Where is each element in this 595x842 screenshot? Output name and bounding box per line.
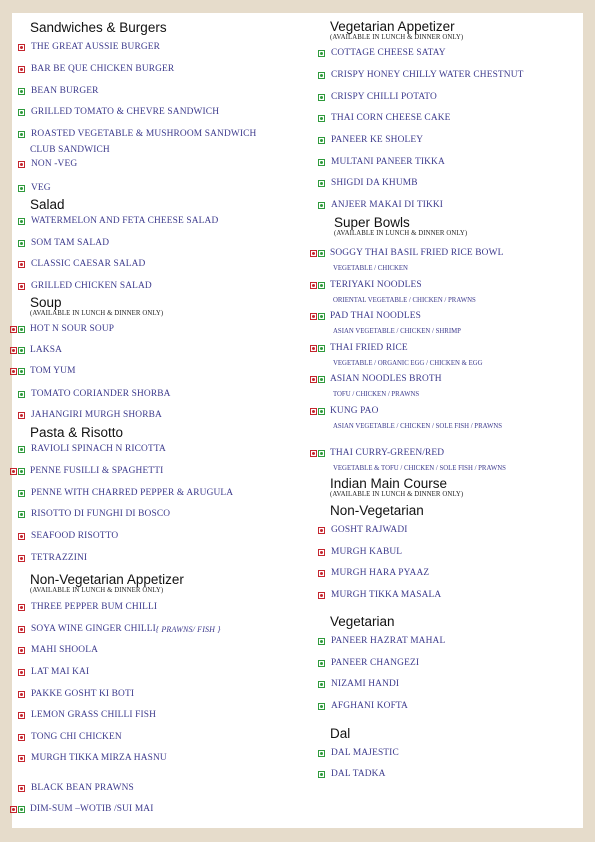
- non-veg-marker: [18, 755, 26, 762]
- menu-item-name: MULTANI PANEER TIKKA: [331, 157, 445, 167]
- menu-item: [18, 216, 218, 227]
- veg-icon: [318, 180, 325, 187]
- veg-marker: [18, 218, 26, 225]
- veg-marker: [318, 750, 326, 757]
- veg-nonveg-markers: [310, 450, 326, 457]
- menu-item-note: { PRAWNS/ FISH }: [155, 625, 221, 634]
- non-veg-icon: [18, 734, 25, 741]
- menu-item: [10, 804, 154, 815]
- menu-item: [318, 135, 423, 146]
- menu-item-name: PANEER HAZRAT MAHAL: [331, 636, 446, 646]
- menu-item-name: AFGHANI KOFTA: [331, 701, 408, 711]
- veg-icon: [318, 282, 325, 289]
- menu-item-name: THE GREAT AUSSIE BURGER: [31, 42, 161, 52]
- soup-availability: (AVAILABLE IN LUNCH & DINNER ONLY): [30, 310, 164, 317]
- veg-icon: [18, 131, 25, 138]
- menu-item-name: TOMATO CORIANDER SHORBA: [31, 389, 171, 399]
- salad-heading: Salad: [30, 197, 65, 212]
- menu-item: [318, 178, 418, 189]
- veg-marker: [318, 660, 326, 667]
- menu-item: [310, 280, 422, 291]
- menu-item: [18, 183, 51, 194]
- veg-marker: [318, 681, 326, 688]
- menu-item-name: GOSHT RAJWADI: [331, 525, 408, 535]
- menu-item: [10, 324, 114, 335]
- menu-item-name: PENNE WITH CHARRED PEPPER & ARUGULA: [31, 488, 234, 498]
- menu-item: [18, 129, 256, 140]
- menu-item-name: ROASTED VEGETABLE & MUSHROOM SANDWICH: [31, 129, 257, 139]
- menu-item: [18, 159, 77, 170]
- menu-item: [318, 658, 419, 669]
- non-veg-marker: [18, 785, 26, 792]
- non-veg-icon: [18, 669, 25, 676]
- non-veg-icon: [310, 313, 317, 320]
- menu-item: [318, 636, 445, 647]
- non-veg-marker: [18, 44, 26, 51]
- menu-item: [18, 645, 98, 656]
- menu-item-name: MURGH KABUL: [331, 547, 403, 557]
- menu-item-name: GRILLED TOMATO & CHEVRE SANDWICH: [31, 107, 220, 117]
- menu-item-name: JAHANGIRI MURGH SHORBA: [31, 410, 162, 420]
- menu-item-options: VEGETABLE / ORGANIC EGG / CHICKEN & EGG: [333, 360, 483, 367]
- non-veg-icon: [10, 326, 17, 333]
- non-veg-marker: [318, 549, 326, 556]
- veg-marker: [18, 185, 26, 192]
- menu-item-name: RAVIOLI SPINACH N RICOTTA: [31, 444, 166, 454]
- menu-item-name: PAKKE GOSHT KI BOTI: [31, 689, 135, 699]
- indian-availability: (AVAILABLE IN LUNCH & DINNER ONLY): [330, 491, 464, 498]
- menu-item: [18, 86, 99, 97]
- menu-item-options: ORIENTAL VEGETABLE / CHICKEN / PRAWNS: [333, 297, 476, 304]
- menu-item: [18, 753, 167, 764]
- menu-item: [318, 113, 451, 124]
- menu-item: [318, 679, 399, 690]
- menu-item-name: COTTAGE CHEESE SATAY: [331, 48, 446, 58]
- menu-item-name: CRISPY CHILLI POTATO: [331, 92, 437, 102]
- veg-marker: [318, 202, 326, 209]
- menu-item: [18, 710, 156, 721]
- menu-item-name: THREE PEPPER BUM CHILLI: [31, 602, 158, 612]
- veg-marker: [318, 94, 326, 101]
- non-veg-icon: [318, 570, 325, 577]
- menu-item: [18, 64, 174, 75]
- soup-heading: Soup: [30, 295, 62, 310]
- menu-item: [318, 92, 437, 103]
- veg-icon: [18, 490, 25, 497]
- veg-marker: [318, 703, 326, 710]
- veg-icon: [318, 137, 325, 144]
- veg-icon: [318, 159, 325, 166]
- menu-item-options: VEGETABLE / CHICKEN: [333, 265, 408, 272]
- veg-marker: [318, 638, 326, 645]
- menu-item-name: BLACK BEAN PRAWNS: [31, 783, 134, 793]
- menu-item: [318, 157, 445, 168]
- non-veg-marker: [18, 66, 26, 73]
- veg-nonveg-markers: [310, 282, 326, 289]
- menu-item: [318, 70, 524, 81]
- menu-item: [18, 488, 233, 499]
- non-veg-marker: [18, 604, 26, 611]
- non-veg-icon: [18, 44, 25, 51]
- non-veg-icon: [18, 647, 25, 654]
- veg-icon: [318, 638, 325, 645]
- menu-item: [18, 624, 221, 635]
- non-veg-marker: [318, 570, 326, 577]
- non-veg-marker: [318, 592, 326, 599]
- veg-icon: [318, 660, 325, 667]
- veg-marker: [18, 446, 26, 453]
- non-veg-icon: [18, 691, 25, 698]
- non-veg-marker: [318, 527, 326, 534]
- veg-icon: [18, 391, 25, 398]
- menu-item-name: HOT N SOUR SOUP: [30, 324, 115, 334]
- menu-item: [18, 732, 122, 743]
- veg-icon: [18, 88, 25, 95]
- veg-marker: [18, 131, 26, 138]
- menu-item-options: ASIAN VEGETABLE / CHICKEN / SHRIMP: [333, 328, 461, 335]
- menu-item: [318, 547, 402, 558]
- non-veg-marker: [18, 555, 26, 562]
- nonveg_app-availability: (AVAILABLE IN LUNCH & DINNER ONLY): [30, 587, 164, 594]
- bowls-availability: (AVAILABLE IN LUNCH & DINNER ONLY): [334, 230, 468, 237]
- non-veg-icon: [310, 250, 317, 257]
- menu-item-name: LAT MAI KAI: [31, 667, 90, 677]
- menu-item: [18, 281, 152, 292]
- veg-marker: [18, 490, 26, 497]
- non-veg-marker: [18, 691, 26, 698]
- non-veg-marker: [18, 626, 26, 633]
- menu-item: [318, 568, 429, 579]
- menu-item-name: PANEER CHANGEZI: [331, 658, 420, 668]
- veg-icon: [318, 72, 325, 79]
- non-veg-marker: [18, 412, 26, 419]
- menu-item-name: SEAFOOD RISOTTO: [31, 531, 119, 541]
- veg-icon: [18, 347, 25, 354]
- veg-icon: [318, 50, 325, 57]
- veg-icon: [318, 345, 325, 352]
- menu-item-name: TONG CHI CHICKEN: [31, 732, 122, 742]
- menu-item-name: GRILLED CHICKEN SALAD: [31, 281, 152, 291]
- menu-item: [318, 590, 441, 601]
- non-veg-icon: [318, 549, 325, 556]
- menu-item-name: TERIYAKI NOODLES: [330, 280, 422, 290]
- non-veg-marker: [18, 283, 26, 290]
- menu-item-name: THAI CORN CHEESE CAKE: [331, 113, 451, 123]
- menu-item: [18, 553, 87, 564]
- non-veg-icon: [18, 261, 25, 268]
- veg-icon: [18, 109, 25, 116]
- veg-marker: [18, 88, 26, 95]
- veg-icon: [318, 703, 325, 710]
- veg-heading: Vegetarian: [330, 614, 395, 629]
- menu-item: [18, 509, 170, 520]
- menu-item: [18, 259, 145, 270]
- veg-nonveg-markers: [310, 376, 326, 383]
- menu-item-name: NON -VEG: [31, 159, 78, 169]
- non-veg-icon: [18, 283, 25, 290]
- menu-item-name: SOM TAM SALAD: [31, 238, 110, 248]
- veg-icon: [18, 218, 25, 225]
- veg-icon: [318, 376, 325, 383]
- veg-nonveg-markers: [310, 313, 326, 320]
- menu-item-name: SHIGDI DA KHUMB: [331, 178, 418, 188]
- non-veg-icon: [10, 468, 17, 475]
- menu-item-name: CRISPY HONEY CHILLY WATER CHESTNUT: [331, 70, 524, 80]
- menu-item: [18, 689, 134, 700]
- non-veg-icon: [310, 408, 317, 415]
- veg-icon: [18, 185, 25, 192]
- menu-item: [18, 389, 171, 400]
- menu-item-name: SOYA WINE GINGER CHILLI: [31, 624, 156, 634]
- menu-item: [318, 769, 386, 780]
- veg-nonveg-markers: [10, 347, 26, 354]
- menu-item: [10, 366, 76, 377]
- menu-item-name: VEG: [31, 183, 51, 193]
- non-veg-icon: [10, 368, 17, 375]
- veg-icon: [318, 115, 325, 122]
- menu-item: [18, 410, 162, 421]
- veg-marker: [318, 50, 326, 57]
- sandwiches-heading: Sandwiches & Burgers: [30, 20, 167, 35]
- veg_app-availability: (AVAILABLE IN LUNCH & DINNER ONLY): [330, 34, 464, 41]
- menu-item-options: TOFU / CHICKEN / PRAWNS: [333, 391, 420, 398]
- veg-marker: [318, 180, 326, 187]
- menu-item-name: BAR BE QUE CHICKEN BURGER: [31, 64, 175, 74]
- menu-item: [10, 345, 62, 356]
- non-veg-icon: [10, 347, 17, 354]
- veg-nonveg-markers: [310, 408, 326, 415]
- veg-marker: [318, 771, 326, 778]
- veg-nonveg-markers: [10, 468, 26, 475]
- non-veg-icon: [18, 66, 25, 73]
- menu-item: [18, 667, 89, 678]
- non-veg-icon: [18, 533, 25, 540]
- menu-item: [310, 406, 379, 417]
- veg-icon: [318, 750, 325, 757]
- menu-item-name: PANEER KE SHOLEY: [331, 135, 424, 145]
- menu-item: [318, 525, 408, 536]
- menu-item-name: PENNE FUSILLI & SPAGHETTI: [30, 466, 164, 476]
- menu-item-name: THAI FRIED RICE: [330, 343, 408, 353]
- veg-icon: [18, 368, 25, 375]
- menu-item: [18, 444, 166, 455]
- menu-item: [18, 602, 157, 613]
- menu-item: [310, 343, 408, 354]
- nonveg-heading: Non-Vegetarian: [330, 503, 424, 518]
- veg-icon: [318, 450, 325, 457]
- non-veg-icon: [18, 555, 25, 562]
- menu-item-name: DIM-SUM –WOTIB /SUI MAI: [30, 804, 154, 814]
- non-veg-marker: [18, 533, 26, 540]
- non-veg-marker: [18, 669, 26, 676]
- veg_app-heading: Vegetarian Appetizer: [330, 19, 455, 34]
- veg-nonveg-markers: [10, 806, 26, 813]
- menu-item-name: CLASSIC CAESAR SALAD: [31, 259, 146, 269]
- menu-item-name: ASIAN NOODLES BROTH: [330, 374, 442, 384]
- veg-marker: [318, 72, 326, 79]
- menu-item-options: ASIAN VEGETABLE / CHICKEN / SOLE FISH / PRAWNS: [333, 423, 503, 430]
- menu-item: [318, 701, 408, 712]
- non-veg-marker: [18, 712, 26, 719]
- non-veg-marker: [18, 734, 26, 741]
- menu-item: [318, 48, 446, 59]
- menu-item: [310, 448, 444, 459]
- veg-icon: [318, 202, 325, 209]
- menu-item: [18, 42, 160, 53]
- non-veg-icon: [18, 755, 25, 762]
- menu-item: [10, 466, 163, 477]
- menu-item: [18, 107, 219, 118]
- veg-icon: [318, 250, 325, 257]
- non-veg-icon: [18, 785, 25, 792]
- non-veg-icon: [18, 412, 25, 419]
- menu-page: [12, 13, 583, 828]
- non-veg-icon: [310, 345, 317, 352]
- non-veg-icon: [310, 450, 317, 457]
- menu-item-options: VEGETABLE & TOFU / CHICKEN / SOLE FISH / PRAWNS: [333, 465, 506, 472]
- menu-item: [318, 200, 443, 211]
- menu-item-name: SOGGY THAI BASIL FRIED RICE BOWL: [330, 248, 504, 258]
- non-veg-marker: [18, 647, 26, 654]
- non-veg-icon: [318, 592, 325, 599]
- veg-icon: [318, 681, 325, 688]
- non-veg-icon: [18, 712, 25, 719]
- veg-icon: [318, 771, 325, 778]
- non-veg-icon: [310, 282, 317, 289]
- bowls-heading: Super Bowls: [334, 215, 410, 230]
- veg-icon: [18, 446, 25, 453]
- menu-item-name: ANJEER MAKAI DI TIKKI: [331, 200, 444, 210]
- menu-item: [310, 374, 442, 385]
- veg-icon: [318, 313, 325, 320]
- veg-marker: [18, 391, 26, 398]
- veg-nonveg-markers: [10, 368, 26, 375]
- menu-item-name: MURGH HARA PYAAZ: [331, 568, 430, 578]
- veg-icon: [318, 408, 325, 415]
- indian-heading: Indian Main Course: [330, 476, 448, 491]
- menu-item: [318, 748, 399, 759]
- menu-item: [310, 248, 503, 259]
- pasta-heading: Pasta & Risotto: [30, 425, 124, 440]
- non-veg-marker: [18, 161, 26, 168]
- menu-item-name: THAI CURRY-GREEN/RED: [330, 448, 445, 458]
- menu-item-name: LAKSA: [30, 345, 63, 355]
- veg-marker: [18, 511, 26, 518]
- non-veg-marker: [18, 261, 26, 268]
- menu-item-name: PAD THAI NOODLES: [330, 311, 421, 321]
- menu-item-name: MURGH TIKKA MASALA: [331, 590, 442, 600]
- nonveg_app-heading: Non-Vegetarian Appetizer: [30, 572, 184, 587]
- non-veg-icon: [310, 376, 317, 383]
- menu-item: [18, 238, 109, 249]
- veg-nonveg-markers: [310, 250, 326, 257]
- non-veg-icon: [10, 806, 17, 813]
- menu-item-name: DAL TADKA: [331, 769, 386, 779]
- veg-icon: [318, 94, 325, 101]
- non-veg-icon: [18, 161, 25, 168]
- veg-icon: [18, 240, 25, 247]
- veg-icon: [18, 468, 25, 475]
- veg-nonveg-markers: [310, 345, 326, 352]
- menu-item: [18, 783, 134, 794]
- non-veg-icon: [18, 604, 25, 611]
- veg-icon: [18, 806, 25, 813]
- menu-item-name: WATERMELON AND FETA CHEESE SALAD: [31, 216, 219, 226]
- non-veg-icon: [318, 527, 325, 534]
- menu-item-name: TETRAZZINI: [31, 553, 88, 563]
- veg-marker: [18, 240, 26, 247]
- non-veg-icon: [18, 626, 25, 633]
- menu-item: [18, 531, 118, 542]
- menu-item-name: TOM YUM: [30, 366, 76, 376]
- veg-marker: [318, 159, 326, 166]
- veg-icon: [18, 511, 25, 518]
- menu-item-name: MAHI SHOOLA: [31, 645, 99, 655]
- menu-item-name: KUNG PAO: [330, 406, 379, 416]
- menu-item-name: DAL MAJESTIC: [331, 748, 399, 758]
- menu-item-name: LEMON GRASS CHILLI FISH: [31, 710, 157, 720]
- veg-nonveg-markers: [10, 326, 26, 333]
- veg-marker: [18, 109, 26, 116]
- menu-item-name: NIZAMI HANDI: [331, 679, 400, 689]
- menu-item-name: BEAN BURGER: [31, 86, 99, 96]
- menu-item-name: CLUB SANDWICH: [30, 145, 110, 155]
- veg-marker: [318, 115, 326, 122]
- menu-item: [310, 311, 421, 322]
- veg-marker: [318, 137, 326, 144]
- veg-icon: [18, 326, 25, 333]
- menu-item-name: RISOTTO DI FUNGHI DI BOSCO: [31, 509, 171, 519]
- menu-item-name: MURGH TIKKA MIRZA HASNU: [31, 753, 167, 763]
- dal-heading: Dal: [330, 726, 351, 741]
